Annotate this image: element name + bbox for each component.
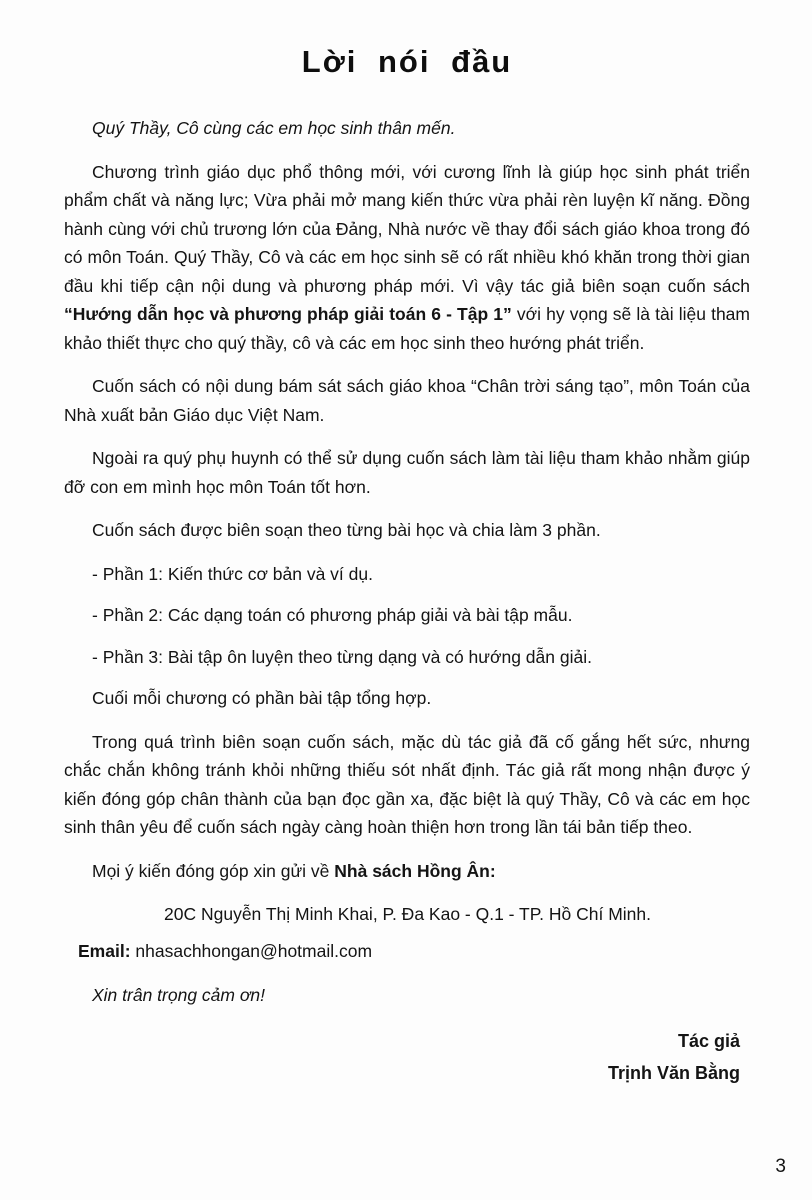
email-line: [64, 937, 750, 966]
signature-role: Tác giả: [677, 1030, 740, 1051]
signature-name: Trịnh Văn Bằng: [607, 1062, 740, 1083]
scope-paragraph: Cuốn sách có nội dung bám sát sách giáo khoa “Chân trời sáng tạo”, môn Toán của Nhà xuất bản Giáo dục Việt Nam.: [64, 376, 750, 425]
part-item-1: - Phần 1: Kiến thức cơ bản và ví dụ.: [92, 563, 373, 584]
intro-paragraph: [64, 158, 750, 358]
contact-paragraph: [64, 857, 750, 886]
bookstore-name: Nhà sách Hồng Ân:: [334, 860, 496, 881]
page-number: 3: [775, 1156, 786, 1177]
email-value: nhasachhongan@hotmail.com: [130, 940, 373, 961]
intro-text-before: Chương trình giáo dục phổ thông mới, với cương lĩnh là giúp học sinh phát triển phẩm chất và năng lực; Vừa phải mở mang kiến thức vừa phải rèn luyện kĩ năng. Đồng hành cùng với chủ trương lớn của Đảng, Nhà nước về thay đổi sách giáo khoa trong đó có môn Toán. Quý Thầy, Cô và các em học sinh sẽ có rất nhiều khó khăn trong thời gian đầu khi tiếp cận nội dung và phương pháp mới. Vì vậy tác giả biên soạn cuốn sách: [64, 161, 750, 296]
parents-paragraph: Ngoài ra quý phụ huynh có thể sử dụng cuốn sách làm tài liệu tham khảo nhằm giúp đỡ con em mình học môn Toán tốt hơn.: [64, 448, 750, 497]
page-title: Lời nói đầu: [301, 44, 513, 79]
address-line: 20C Nguyễn Thị Minh Khai, P. Đa Kao - Q.1 - TP. Hồ Chí Minh.: [164, 904, 652, 924]
part-list: [64, 560, 750, 672]
signature-block: [64, 1025, 750, 1089]
part-item-2: - Phần 2: Các dạng toán có phương pháp giải và bài tập mẫu.: [92, 605, 573, 625]
summary-paragraph: Cuối mỗi chương có phần bài tập tổng hợp.: [92, 688, 432, 708]
part-item-3: - Phần 3: Bài tập ôn luyện theo từng dạng và có hướng dẫn giải.: [92, 646, 592, 667]
email-label: Email:: [78, 940, 131, 961]
thanks-line: Xin trân trọng cảm ơn!: [92, 985, 266, 1005]
contact-prefix: Mọi ý kiến đóng góp xin gửi về: [92, 860, 335, 881]
structure-paragraph: Cuốn sách được biên soạn theo từng bài học và chia làm 3 phần.: [92, 520, 601, 540]
greeting-line: Quý Thầy, Cô cùng các em học sinh thân mến.: [92, 118, 456, 138]
intro-text-after: với hy vọng sẽ là tài liệu tham khảo thiết thực cho quý thầy, cô và các em học sinh theo hướng phát triển.: [64, 304, 750, 353]
book-title-bold: “Hướng dẫn học và phương pháp giải toán 6 - Tập 1”: [64, 304, 512, 324]
feedback-paragraph: Trong quá trình biên soạn cuốn sách, mặc dù tác giả đã cố gắng hết sức, nhưng chắc chắn không tránh khỏi những thiếu sót nhất định. Tác giả rất mong nhận được ý kiến đóng góp chân thành của bạn đọc gần xa, đặc biệt là quý Thầy, Cô và các em học sinh thân yêu để cuốn sách ngày càng hoàn thiện hơn trong lần tái bản tiếp theo.: [64, 731, 750, 837]
